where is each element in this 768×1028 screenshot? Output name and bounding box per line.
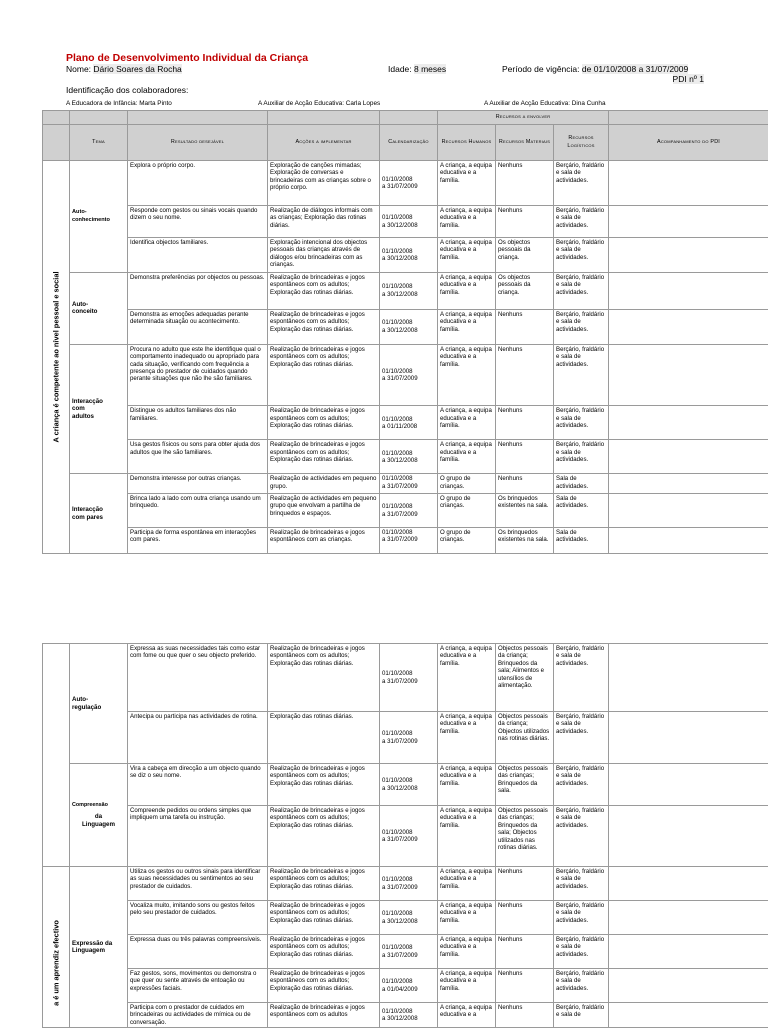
action-cell: Realização de brincadeiras e jogos espontâneos com os adultos; Exploração das rotinas diárias.: [268, 969, 380, 1003]
table-row: [43, 935, 768, 969]
table-row: [43, 528, 768, 554]
header-recursos-humanos: Recursos Humanos: [438, 125, 496, 161]
material-resources-cell: Os objectos pessoais da criança.: [496, 238, 554, 273]
calendar-cell: 01/10/2008 a 30/12/2008: [380, 901, 438, 935]
table-row: [43, 764, 768, 806]
collaborators-heading: Identificação dos colaboradores:: [66, 85, 188, 95]
human-resources-cell: A criança, a equipa educativa e a família.: [438, 935, 496, 969]
calendar-cell: 01/10/2008 a 30/12/2008: [380, 238, 438, 273]
pdi-table-page-2b: [42, 866, 768, 1028]
header-blank-6: [609, 111, 768, 125]
human-resources-cell: A criança, a equipa educativa e a: [438, 1003, 496, 1028]
action-cell: Realização de actividades em pequeno grupo que envolvam a partilha de brinquedos e espaços.: [268, 494, 380, 528]
logistic-resources-cell: Berçário, fraldário e sala de actividades.: [554, 309, 609, 344]
calendar-cell: 01/10/2008 a 31/07/2009: [380, 474, 438, 494]
human-resources-cell: A criança, a equipa educativa e a família.: [438, 440, 496, 474]
result-cell: Usa gestos físicos ou sons para obter ajuda dos adultos que lhe são familiares.: [128, 440, 268, 474]
material-resources-cell: Objectos pessoais da criança; Objectos utilizados nas rotinas diárias.: [496, 712, 554, 764]
header-blank-4: [268, 111, 380, 125]
table-row: [43, 644, 768, 712]
header-blank-5: [380, 111, 438, 125]
human-resources-cell: A criança, a equipa educativa e a família.: [438, 764, 496, 806]
human-resources-cell: A criança, a equipa educativa e a família.: [438, 867, 496, 901]
validity-period: [502, 64, 688, 74]
result-cell: Participa com o prestador de cuidados em brincadeiras ou actividades de mímica ou de conversação.: [128, 1003, 268, 1028]
logistic-resources-cell: Berçário, fraldário e sala de actividades.: [554, 764, 609, 806]
result-cell: Identifica objectos familiares.: [128, 238, 268, 273]
calendar-cell: 01/10/2008 a 31/07/2009: [380, 161, 438, 206]
human-resources-cell: A criança, a equipa educativa e a família.: [438, 273, 496, 310]
area-label: a é um aprendiz efectivo: [52, 920, 59, 1006]
action-cell: Realização de brincadeiras e jogos espontâneos com os adultos; Exploração das rotinas diárias.: [268, 935, 380, 969]
logistic-resources-cell: Berçário, fraldário e sala de actividades.: [554, 712, 609, 764]
age-value: 8 meses: [414, 64, 446, 74]
result-cell: Vocaliza muito, imitando sons ou gestos feitos pelo seu prestador de cuidados.: [128, 901, 268, 935]
table-row: [43, 440, 768, 474]
header-blank-3: [128, 111, 268, 125]
result-cell: Demonstra as emoções adequadas perante determinada situação ou acontecimento.: [128, 309, 268, 344]
area-cell: [43, 161, 70, 554]
action-cell: Realização de brincadeiras e jogos espontâneos com os adultos; Exploração das rotinas diárias.: [268, 273, 380, 310]
assistant-2-name: A Auxiliar de Acção Educativa: Dina Cunha: [484, 100, 606, 107]
result-cell: Antecipa ou participa nas actividades de rotina.: [128, 712, 268, 764]
header-blank: [43, 111, 70, 125]
calendar-cell: 01/10/2008 a 31/07/2009: [380, 528, 438, 554]
action-cell: Realização de brincadeiras e jogos espontâneos com os adultos; Exploração das rotinas diárias.: [268, 867, 380, 901]
logistic-resources-cell: Berçário, fraldário e sala de actividades.: [554, 901, 609, 935]
logistic-resources-cell: Berçário, fraldário e sala de: [554, 1003, 609, 1028]
result-cell: Explora o próprio corpo.: [128, 161, 268, 206]
table-row: [43, 969, 768, 1003]
header-blank-2: [70, 111, 128, 125]
header-recursos-envolver: Recursos a envolver: [438, 111, 609, 125]
period-label: Período de vigência:: [502, 64, 580, 74]
logistic-resources-cell: Berçário, fraldário e sala de actividades.: [554, 440, 609, 474]
result-cell: Demonstra preferências por objectos ou pessoas.: [128, 273, 268, 310]
result-cell: Distingue os adultos familiares dos não familiares.: [128, 406, 268, 440]
tracking-cell: [609, 969, 768, 1003]
logistic-resources-cell: Berçário, fraldário e sala de actividades.: [554, 344, 609, 406]
table-row: [43, 344, 768, 406]
logistic-resources-cell: Berçário, fraldário e sala de actividades.: [554, 161, 609, 206]
table-row: [43, 712, 768, 764]
action-cell: Realização de brincadeiras e jogos espontâneos com os adultos; Exploração das rotinas diárias.: [268, 440, 380, 474]
result-cell: Responde com gestos ou sinais vocais quando dizem o seu nome.: [128, 206, 268, 238]
header-resultado: Resultado desejável: [128, 125, 268, 161]
material-resources-cell: Nenhuns: [496, 406, 554, 440]
logistic-resources-cell: Berçário, fraldário e sala de actividades.: [554, 406, 609, 440]
result-cell: Compreende pedidos ou ordens simples que impliquem uma tarefa ou instrução.: [128, 806, 268, 867]
theme-cell: Auto- conceito: [70, 273, 128, 345]
theme-cell: Interacção com adultos: [70, 344, 128, 474]
human-resources-cell: O grupo de crianças.: [438, 494, 496, 528]
calendar-cell: 01/10/2008 a 31/07/2009: [380, 806, 438, 867]
human-resources-cell: A criança, a equipa educativa e a família.: [438, 901, 496, 935]
header-recursos-logisticos: Recursos Logísticos: [554, 125, 609, 161]
tracking-cell: [609, 764, 768, 806]
human-resources-cell: A criança, a equipa educativa e a família.: [438, 161, 496, 206]
table-row: [43, 273, 768, 310]
material-resources-cell: Nenhuns: [496, 161, 554, 206]
material-resources-cell: Nenhuns: [496, 1003, 554, 1028]
calendar-cell: 01/10/2008 a 01/04/2009: [380, 969, 438, 1003]
document-title: Plano de Desenvolvimento Individual da Criança: [66, 52, 308, 64]
action-cell: Realização de brincadeiras e jogos espontâneos com os adultos: [268, 1003, 380, 1028]
calendar-cell: 01/10/2008 a 30/12/2008: [380, 1003, 438, 1028]
material-resources-cell: Nenhuns: [496, 344, 554, 406]
logistic-resources-cell: Berçário, fraldário e sala de actividades.: [554, 969, 609, 1003]
tracking-cell: [609, 344, 768, 406]
action-cell: Realização de brincadeiras e jogos espontâneos com os adultos; Exploração das rotinas diárias.: [268, 901, 380, 935]
tracking-cell: [609, 935, 768, 969]
area-cell: [43, 644, 70, 867]
material-resources-cell: Nenhuns: [496, 474, 554, 494]
result-cell: Demonstra interesse por outras crianças.: [128, 474, 268, 494]
name-value: Dário Soares da Rocha: [93, 64, 181, 74]
child-name: [66, 64, 182, 74]
calendar-cell: 01/10/2008 a 31/07/2009: [380, 867, 438, 901]
material-resources-cell: Os objectos pessoais da criança.: [496, 273, 554, 310]
action-cell: Realização de brincadeiras e jogos espontâneos com os adultos; Exploração das rotinas diárias.: [268, 344, 380, 406]
tracking-cell: [609, 161, 768, 206]
material-resources-cell: Nenhuns: [496, 309, 554, 344]
material-resources-cell: Nenhuns: [496, 206, 554, 238]
table-row: [43, 309, 768, 344]
action-cell: Realização de actividades em pequeno grupo.: [268, 474, 380, 494]
tracking-cell: [609, 309, 768, 344]
action-cell: Realização de brincadeiras e jogos espontâneos com os adultos; Exploração das rotinas diárias.: [268, 309, 380, 344]
human-resources-cell: A criança, a equipa educativa e a família.: [438, 806, 496, 867]
header-area: [43, 125, 70, 161]
material-resources-cell: Nenhuns: [496, 867, 554, 901]
tracking-cell: [609, 867, 768, 901]
child-age: [388, 64, 446, 74]
human-resources-cell: A criança, a equipa educativa e a família.: [438, 309, 496, 344]
human-resources-cell: A criança, a equipa educativa e a família.: [438, 406, 496, 440]
area-label: A criança é competente ao nível pessoal e social: [52, 271, 59, 442]
result-cell: Expressa duas ou três palavras compreensíveis.: [128, 935, 268, 969]
table-row: [43, 494, 768, 528]
action-cell: Realização de diálogos informais com as crianças; Exploração das rotinas diárias.: [268, 206, 380, 238]
name-label: Nome:: [66, 64, 91, 74]
age-label: Idade:: [388, 64, 412, 74]
action-cell: Realização de brincadeiras e jogos espontâneos com os adultos; Exploração das rotinas diárias.: [268, 806, 380, 867]
header-tema: Tema: [70, 125, 128, 161]
calendar-cell: 01/10/2008 a 31/07/2009: [380, 712, 438, 764]
calendar-cell: 01/10/2008 a 31/07/2009: [380, 644, 438, 712]
action-cell: Realização de brincadeiras e jogos espontâneos com os adultos; Exploração das rotinas diárias.: [268, 406, 380, 440]
tracking-cell: [609, 406, 768, 440]
calendar-cell: 01/10/2008 a 31/07/2009: [380, 935, 438, 969]
pdi-table-page-1: [42, 110, 768, 554]
material-resources-cell: Os brinquedos existentes na sala.: [496, 528, 554, 554]
action-cell: Exploração de canções mimadas; Exploração de conversas e brincadeiras com as crianças sobre o próprio corpo.: [268, 161, 380, 206]
logistic-resources-cell: Berçário, fraldário e sala de actividades.: [554, 273, 609, 310]
material-resources-cell: Objectos pessoais das crianças; Brinquedos da sala.: [496, 764, 554, 806]
tracking-cell: [609, 528, 768, 554]
result-cell: Procura no adulto que este lhe identifique qual o comportamento inadequado ou apropriado para cada situação, verificando com frequência a presença do prestador de cuidados quando perante situações que não lhe são familiares.: [128, 344, 268, 406]
action-cell: Exploração das rotinas diárias.: [268, 712, 380, 764]
table-row: [43, 867, 768, 901]
result-cell: Vira a cabeça em direcção a um objecto quando se diz o seu nome.: [128, 764, 268, 806]
result-cell: Expressa as suas necessidades tais como estar com fome ou que quer o seu objecto preferido.: [128, 644, 268, 712]
area-cell: [43, 867, 70, 1028]
human-resources-cell: O grupo de crianças.: [438, 528, 496, 554]
logistic-resources-cell: Berçário, fraldário e sala de actividades.: [554, 644, 609, 712]
human-resources-cell: A criança, a equipa educativa e a família.: [438, 238, 496, 273]
material-resources-cell: Objectos pessoais da criança; Brinquedos da sala; Alimentos e utensílios de alimentação.: [496, 644, 554, 712]
human-resources-cell: A criança, a equipa educativa e a família.: [438, 644, 496, 712]
pdi-number: [673, 74, 704, 84]
assistant-1-name: A Auxiliar de Acção Educativa: Carla Lopes: [258, 100, 380, 107]
header-acompanhamento: Acompanhamento do PDI: [609, 125, 768, 161]
result-cell: Participa de forma espontânea em interacções com pares.: [128, 528, 268, 554]
logistic-resources-cell: Berçário, fraldário e sala de actividades.: [554, 806, 609, 867]
action-cell: Realização de brincadeiras e jogos espontâneos com os adultos; Exploração das rotinas diárias.: [268, 764, 380, 806]
logistic-resources-cell: Berçário, fraldário e sala de actividades.: [554, 238, 609, 273]
header-recursos-materiais: Recursos Materiais: [496, 125, 554, 161]
calendar-cell: 01/10/2008 a 31/07/2009: [380, 344, 438, 406]
table-row: [43, 206, 768, 238]
calendar-cell: 01/10/2008 a 30/12/2008: [380, 764, 438, 806]
material-resources-cell: Nenhuns: [496, 969, 554, 1003]
theme-cell: Auto- conhecimento: [70, 161, 128, 273]
logistic-resources-cell: Sala de actividades.: [554, 474, 609, 494]
educator-name: A Educadora de Infância: Marta Pinto: [66, 100, 172, 107]
pdi-table-page-2a: [42, 643, 768, 867]
material-resources-cell: Nenhuns: [496, 935, 554, 969]
logistic-resources-cell: Berçário, fraldário e sala de actividades.: [554, 935, 609, 969]
pdi-value: PDI nº 1: [673, 74, 704, 84]
table-row: [43, 238, 768, 273]
table-row: [43, 806, 768, 867]
tracking-cell: [609, 440, 768, 474]
logistic-resources-cell: Sala de actividades.: [554, 528, 609, 554]
logistic-resources-cell: Sala de actividades.: [554, 494, 609, 528]
header-calendarizacao: Calendarização: [380, 125, 438, 161]
tracking-cell: [609, 644, 768, 712]
table-row: [43, 161, 768, 206]
action-cell: Realização de brincadeiras e jogos espontâneos com os adultos; Exploração das rotinas diárias.: [268, 644, 380, 712]
tracking-cell: [609, 494, 768, 528]
theme-cell: Interacção com pares: [70, 474, 128, 554]
result-cell: Utiliza os gestos ou outros sinais para identificar as suas necessidades ou sentimentos ao seu prestador de cuidados.: [128, 867, 268, 901]
theme-cell: [70, 764, 128, 867]
material-resources-cell: Nenhuns: [496, 440, 554, 474]
material-resources-cell: Objectos pessoais das crianças; Brinquedos da sala; Objectos utilizados nas rotinas diárias.: [496, 806, 554, 867]
result-cell: Faz gestos, sons, movimentos ou demonstra o que quer ou sente através de entoação ou expressões faciais.: [128, 969, 268, 1003]
calendar-cell: 01/10/2008 a 31/07/2009: [380, 494, 438, 528]
tracking-cell: [609, 273, 768, 310]
material-resources-cell: Os brinquedos existentes na sala.: [496, 494, 554, 528]
table-row: [43, 474, 768, 494]
human-resources-cell: A criança, a equipa educativa e a família.: [438, 712, 496, 764]
table-row: [43, 901, 768, 935]
human-resources-cell: A criança, a equipa educativa e a família.: [438, 969, 496, 1003]
theme-cell: Expressão da Linguagem: [70, 867, 128, 1028]
calendar-cell: 01/10/2008 a 01/11/2008: [380, 406, 438, 440]
tracking-cell: [609, 206, 768, 238]
calendar-cell: 01/10/2008 a 30/12/2008: [380, 206, 438, 238]
human-resources-cell: A criança, a equipa educativa e a família.: [438, 344, 496, 406]
material-resources-cell: Nenhuns: [496, 901, 554, 935]
theme-label-part-2: da Linguagem: [72, 813, 125, 828]
calendar-cell: 01/10/2008 a 30/12/2008: [380, 309, 438, 344]
tracking-cell: [609, 238, 768, 273]
logistic-resources-cell: Berçário, fraldário e sala de actividades.: [554, 867, 609, 901]
action-cell: Exploração intencional dos objectos pessoais das crianças através de diálogos e/ou brincadeiras com as crianças.: [268, 238, 380, 273]
tracking-cell: [609, 901, 768, 935]
tracking-cell: [609, 474, 768, 494]
logistic-resources-cell: Berçário, fraldário e sala de actividades.: [554, 206, 609, 238]
period-value: de 01/10/2008 a 31/07/2009: [582, 64, 688, 74]
calendar-cell: 01/10/2008 a 30/12/2008: [380, 273, 438, 310]
calendar-cell: 01/10/2008 a 30/12/2008: [380, 440, 438, 474]
theme-label-part-1: Compreensão: [72, 802, 125, 809]
tracking-cell: [609, 806, 768, 867]
human-resources-cell: O grupo de crianças.: [438, 474, 496, 494]
header-accoes: Acções a implementar: [268, 125, 380, 161]
result-cell: Brinca lado a lado com outra criança usando um brinquedo.: [128, 494, 268, 528]
human-resources-cell: A criança, a equipa educativa e a família.: [438, 206, 496, 238]
tracking-cell: [609, 712, 768, 764]
table-row: [43, 406, 768, 440]
theme-cell: Auto- regulação: [70, 644, 128, 764]
action-cell: Realização de brincadeiras e jogos espontâneos com as crianças.: [268, 528, 380, 554]
